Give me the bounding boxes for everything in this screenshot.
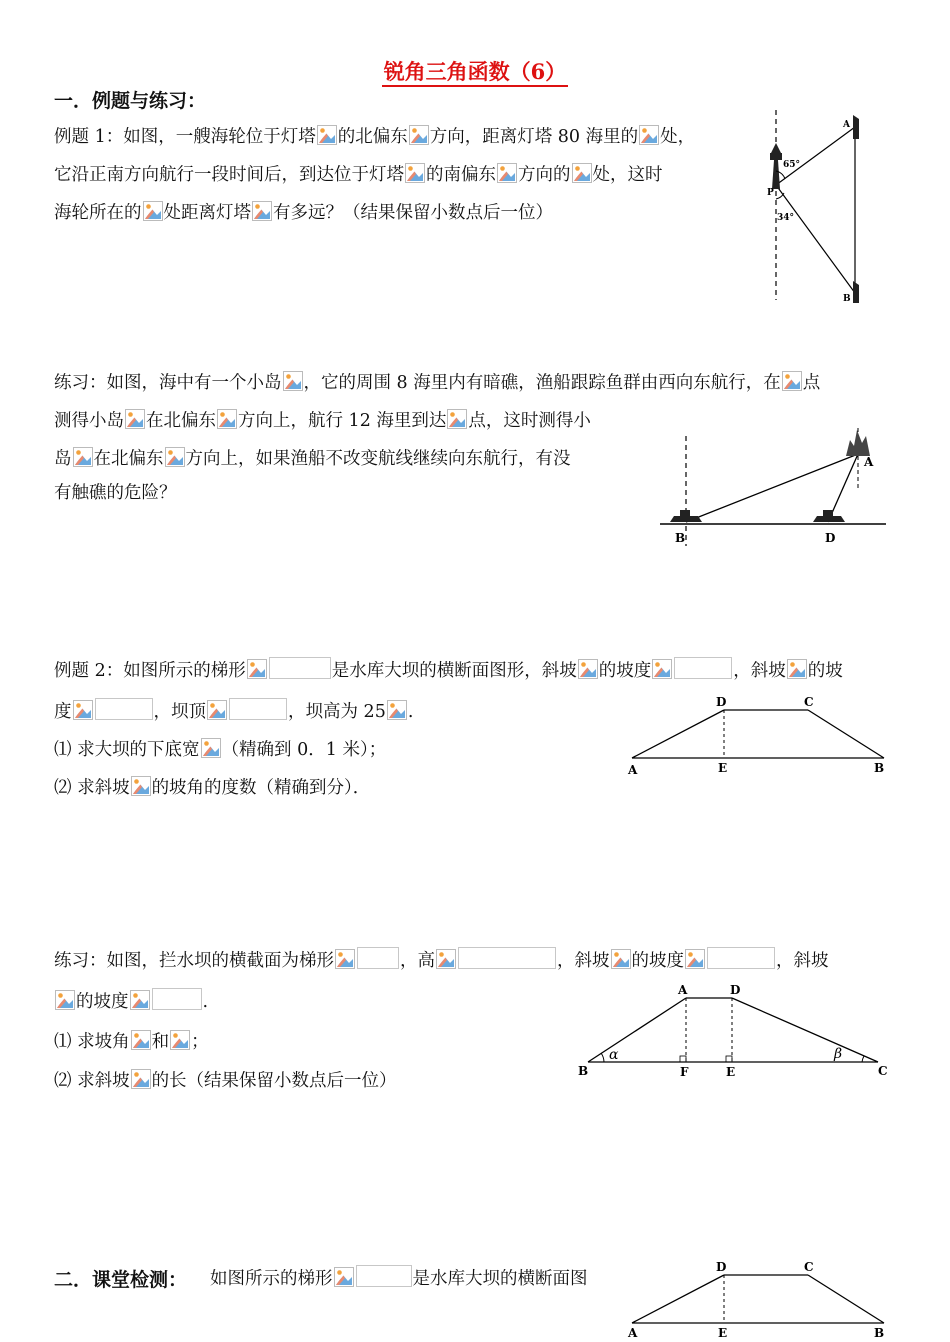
text-segment: ⑵ 求斜坡 bbox=[54, 778, 130, 798]
text-line bbox=[210, 1265, 588, 1289]
formula-placeholder-box bbox=[458, 947, 556, 969]
dam-trapezoid-figure-2 bbox=[620, 1255, 892, 1342]
point-f-label: F bbox=[680, 1065, 689, 1079]
broken-image-icon bbox=[247, 659, 267, 679]
broken-image-icon bbox=[131, 776, 151, 796]
text-segment: ，高 bbox=[400, 951, 435, 971]
text-segment: ，坝顶 bbox=[153, 702, 206, 722]
text-segment: 是水库大坝的横断面图形，斜坡 bbox=[331, 661, 577, 681]
text-segment: 的北偏东 bbox=[337, 127, 408, 147]
text-segment: 在北偏东 bbox=[146, 411, 216, 431]
text-segment: 点，这时测得小 bbox=[468, 411, 591, 431]
dam-trapezoid-figure bbox=[620, 690, 892, 782]
text-line bbox=[54, 1069, 397, 1091]
text-segment: ，斜坡 bbox=[776, 951, 829, 971]
text-segment: 的坡角的度数（精确到分）． bbox=[151, 778, 371, 798]
broken-image-icon bbox=[283, 371, 303, 391]
text-line bbox=[54, 988, 208, 1012]
text-segment: 处距离灯塔 bbox=[163, 203, 251, 223]
text-segment: 如图所示的梯形 bbox=[210, 1269, 333, 1289]
broken-image-icon bbox=[334, 1267, 354, 1287]
broken-image-icon bbox=[55, 990, 75, 1010]
text-line bbox=[54, 1030, 209, 1052]
point-a-label: A bbox=[678, 983, 688, 997]
text-segment: 的坡度 bbox=[631, 951, 684, 971]
text-segment: 处， bbox=[660, 127, 696, 147]
point-a-label: A bbox=[843, 120, 850, 130]
text-line bbox=[54, 371, 820, 393]
broken-image-icon bbox=[201, 738, 221, 758]
point-b-label: B bbox=[874, 761, 885, 775]
broken-image-icon bbox=[787, 659, 807, 679]
formula-placeholder-box bbox=[674, 657, 732, 679]
text-segment: ； bbox=[191, 1032, 209, 1052]
broken-image-icon bbox=[217, 409, 237, 429]
text-segment: 有触礁的危险？ bbox=[54, 483, 177, 503]
broken-image-icon bbox=[578, 659, 598, 679]
text-segment: ，坝高为 25 bbox=[288, 702, 386, 722]
point-b-label: B bbox=[843, 294, 851, 304]
broken-image-icon bbox=[207, 700, 227, 720]
text-segment: . bbox=[202, 992, 209, 1012]
text-segment: 练习：如图，拦水坝的横截面为梯形 bbox=[54, 951, 334, 971]
broken-image-icon bbox=[131, 1069, 151, 1089]
point-b-label: B bbox=[675, 531, 686, 545]
text-segment: 例题 2：如图所示的梯形 bbox=[54, 661, 246, 681]
broken-image-icon bbox=[685, 949, 705, 969]
text-line bbox=[54, 409, 591, 431]
section-heading-1: 一．例题与练习： bbox=[54, 90, 207, 112]
formula-placeholder-box bbox=[707, 947, 775, 969]
text-segment: ，它的周围 8 海里内有暗礁，渔船跟踪鱼群由西向东航行，在 bbox=[303, 373, 781, 393]
text-segment: ⑵ 求斜坡 bbox=[54, 1071, 130, 1091]
broken-image-icon bbox=[611, 949, 631, 969]
formula-placeholder-box bbox=[95, 698, 153, 720]
point-a-label: A bbox=[628, 763, 638, 777]
text-segment: 方向上，航行 12 海里到达 bbox=[238, 411, 447, 431]
point-d-label: D bbox=[730, 983, 741, 997]
broken-image-icon bbox=[73, 700, 93, 720]
point-b-label: B bbox=[578, 1064, 589, 1078]
text-line bbox=[54, 485, 177, 503]
text-segment: 和 bbox=[151, 1032, 170, 1052]
text-segment: 度 bbox=[54, 702, 72, 722]
text-segment: 方向的 bbox=[518, 165, 571, 185]
broken-image-icon bbox=[436, 949, 456, 969]
formula-placeholder-box bbox=[229, 698, 287, 720]
text-segment: （精确到 0．1 米）； bbox=[221, 740, 387, 760]
beta-label: β bbox=[834, 1046, 843, 1062]
text-line bbox=[54, 201, 553, 223]
point-e-label: E bbox=[718, 761, 728, 775]
text-line bbox=[54, 447, 571, 469]
text-segment: 测得小岛 bbox=[54, 411, 124, 431]
broken-image-icon bbox=[165, 447, 185, 467]
text-segment: 是水库大坝的横断面图 bbox=[412, 1269, 588, 1289]
text-segment: . bbox=[407, 702, 414, 722]
point-a-label: A bbox=[628, 1326, 638, 1340]
angle-65-label: 65° bbox=[783, 160, 801, 170]
point-d-label: D bbox=[716, 1260, 727, 1274]
text-segment: 处，这时 bbox=[592, 165, 663, 185]
broken-image-icon bbox=[131, 1030, 151, 1050]
section-heading-2: 二．课堂检测： bbox=[54, 1269, 188, 1291]
broken-image-icon bbox=[782, 371, 802, 391]
formula-placeholder-box bbox=[357, 947, 399, 969]
point-c-label: C bbox=[878, 1064, 888, 1078]
broken-image-icon bbox=[317, 125, 337, 145]
broken-image-icon bbox=[497, 163, 517, 183]
text-segment: ，斜坡 bbox=[733, 661, 786, 681]
island-figure bbox=[658, 418, 890, 548]
text-segment: 的坡度 bbox=[76, 992, 129, 1012]
text-segment: ⑴ 求坡角 bbox=[54, 1032, 130, 1052]
alpha-label: α bbox=[609, 1047, 619, 1063]
text-line bbox=[54, 698, 413, 722]
broken-image-icon bbox=[130, 990, 150, 1010]
formula-placeholder-box bbox=[356, 1265, 412, 1287]
text-segment: 的坡度 bbox=[598, 661, 652, 681]
broken-image-icon bbox=[335, 949, 355, 969]
text-line bbox=[54, 776, 370, 798]
text-segment: ⑴ 求大坝的下底宽 bbox=[54, 740, 200, 760]
broken-image-icon bbox=[409, 125, 429, 145]
text-segment: 点 bbox=[802, 373, 821, 393]
point-d-label: D bbox=[825, 531, 836, 545]
text-segment: 岛 bbox=[54, 449, 72, 469]
dam-angles-figure bbox=[572, 980, 892, 1080]
broken-image-icon bbox=[652, 659, 672, 679]
broken-image-icon bbox=[170, 1030, 190, 1050]
text-segment: 例题 1：如图，一艘海轮位于灯塔 bbox=[54, 127, 316, 147]
angle-34-label: 34° bbox=[777, 213, 795, 223]
text-segment: 方向，距离灯塔 80 海里的 bbox=[429, 127, 639, 147]
broken-image-icon bbox=[405, 163, 425, 183]
point-e-label: E bbox=[718, 1326, 728, 1340]
text-segment: 的南偏东 bbox=[426, 165, 496, 185]
point-d-label: D bbox=[716, 695, 727, 709]
point-e-label: E bbox=[726, 1065, 736, 1079]
text-segment: 它沿正南方向航行一段时间后，到达位于灯塔 bbox=[54, 165, 404, 185]
formula-placeholder-box bbox=[152, 988, 202, 1010]
broken-image-icon bbox=[252, 201, 272, 221]
text-line bbox=[54, 947, 829, 971]
text-segment: 有多远？（结果保留小数点后一位） bbox=[273, 203, 553, 223]
broken-image-icon bbox=[143, 201, 163, 221]
page-title: 锐角三角函数（6） bbox=[0, 56, 950, 86]
text-segment: 的长（结果保留小数点后一位） bbox=[151, 1071, 397, 1091]
point-p-label: P bbox=[767, 188, 774, 198]
text-segment: 海轮所在的 bbox=[54, 203, 142, 223]
text-line bbox=[54, 163, 663, 185]
text-line bbox=[54, 125, 695, 147]
broken-image-icon bbox=[125, 409, 145, 429]
broken-image-icon bbox=[387, 700, 407, 720]
point-c-label: C bbox=[804, 1260, 814, 1274]
lighthouse-figure bbox=[755, 105, 875, 310]
point-a-label: A bbox=[864, 455, 874, 469]
text-segment: 在北偏东 bbox=[93, 449, 164, 469]
broken-image-icon bbox=[73, 447, 93, 467]
broken-image-icon bbox=[572, 163, 592, 183]
point-b-label: B bbox=[874, 1326, 885, 1340]
formula-placeholder-box bbox=[269, 657, 331, 679]
text-segment: ，斜坡 bbox=[557, 951, 610, 971]
broken-image-icon bbox=[447, 409, 467, 429]
text-line bbox=[54, 657, 843, 681]
broken-image-icon bbox=[639, 125, 659, 145]
text-segment: 的坡 bbox=[807, 661, 843, 681]
point-c-label: C bbox=[804, 695, 814, 709]
text-segment: 方向上，如果渔船不改变航线继续向东航行，有没 bbox=[185, 449, 571, 469]
text-segment: 练习：如图，海中有一个小岛 bbox=[54, 373, 282, 393]
text-line bbox=[54, 738, 386, 760]
